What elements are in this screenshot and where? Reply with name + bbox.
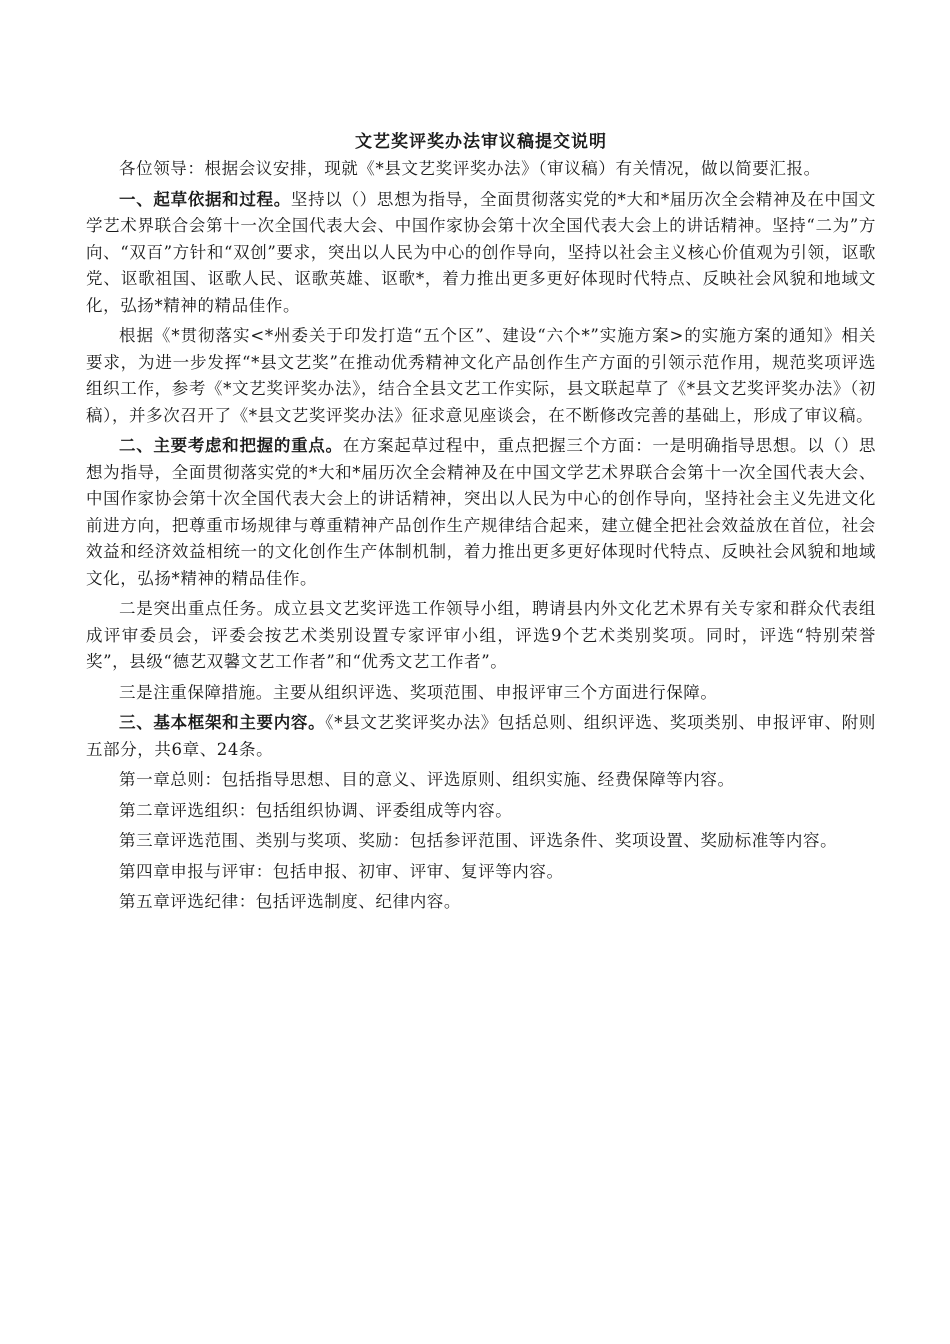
paragraph-section-2 <box>86 433 876 592</box>
section-heading: 二、主要考虑和把握的重点。 <box>119 436 343 455</box>
paragraph-section-3 <box>86 710 876 763</box>
paragraph-text: 在方案起草过程中，重点把握三个方面：一是明确指导思想。以（）思想为指导，全面贯彻落实党的*大和*届历次全会精神及在中国文学艺术界联合会第十一次全国代表大会、中国作家协会第十次全国代表大会上的讲话精神，突出以人民为中心的创作导向，坚持社会主义先进文化前进方向，把尊重市场规律与尊重精神产品创作生产规律结合起来，建立健全把社会效益放在首位，社会效益和经济效益相统一的文化创作生产体制机制，着力推出更多更好体现时代特点、反映社会风貌和地域文化，弘扬*精神的精品佳作。 <box>86 436 876 588</box>
paragraph-safeguards <box>86 680 876 707</box>
paragraph-text: 根据《*贯彻落实<*州委关于印发打造“五个区”、建设“六个*”实施方案>的实施方案的通知》相关要求，为进一步发挥“*县文艺奖”在推动优秀精神文化产品创作生产方面的引领示范作用，规范奖项评选组织工作，参考《*文艺奖评奖办法》，结合全县文艺工作实际，县文联起草了《*县文艺奖评奖办法》（初稿），并多次召开了《*县文艺奖评奖办法》征求意见座谈会，在不断修改完善的基础上，形成了审议稿。 <box>86 326 876 425</box>
paragraph-text: 三是注重保障措施。主要从组织评选、奖项范围、申报评审三个方面进行保障。 <box>119 682 718 702</box>
paragraph-text: 坚持以（）思想为指导，全面贯彻落实党的*大和*届历次全会精神及在中国文学艺术界联合会第十一次全国代表大会、中国作家协会第十次全国代表大会上的讲话精神。坚持“二为”方向、“双百”方针和“双创”要求，突出以人民为中心的创作导向，坚持以社会主义核心价值观为引领，讴歌党、讴歌祖国、讴歌人民、讴歌英雄、讴歌*，着力推出更多更好体现时代特点、反映社会风貌和地域文化，弘扬*精神的精品佳作。 <box>86 189 877 315</box>
paragraph-greeting <box>86 156 876 183</box>
paragraph-basis <box>86 323 876 429</box>
paragraph-text: 第二章评选组织：包括组织协调、评委组成等内容。 <box>119 800 513 820</box>
paragraph-text: 二是突出重点任务。成立县文艺奖评选工作领导小组，聘请县内外文化艺术界有关专家和群众代表组成评审委员会，评委会按艺术类别设置专家评审小组，评选9个艺术类别奖项。同时，评选“特别荣誉奖”，县级“德艺双馨文艺工作者”和“优秀文艺工作者”。 <box>86 599 876 671</box>
paragraph-chapter-3 <box>86 828 876 855</box>
paragraph-text: 第四章申报与评审：包括申报、初审、评审、复评等内容。 <box>119 861 564 881</box>
paragraph-chapter-2 <box>86 798 876 825</box>
paragraph-text: 第三章评选范围、类别与奖项、奖励：包括参评范围、评选条件、奖项设置、奖励标准等内容。 <box>119 831 838 850</box>
section-heading: 一、起草依据和过程。 <box>119 189 291 209</box>
document-page <box>86 128 876 920</box>
paragraph-chapter-1 <box>86 767 876 794</box>
section-heading: 三、基本框架和主要内容。 <box>119 713 326 732</box>
paragraph-text: 《*县文艺奖评奖办法》包括总则、组织评选、奖项类别、申报评审、附则五部分，共6章、24条。 <box>86 713 876 759</box>
paragraph-chapter-4 <box>86 859 876 886</box>
paragraph-text: 各位领导：根据会议安排，现就《*县文艺奖评奖办法》（审议稿）有关情况，做以简要汇报。 <box>119 159 821 178</box>
paragraph-key-tasks <box>86 596 876 676</box>
paragraph-chapter-5 <box>86 889 876 916</box>
paragraph-section-1 <box>86 187 876 320</box>
document-title: 文艺奖评奖办法审议稿提交说明 <box>355 132 607 152</box>
paragraph-text: 第五章评选纪律：包括评选制度、纪律内容。 <box>119 892 461 911</box>
paragraph-text: 第一章总则：包括指导思想、目的意义、评选原则、组织实施、经费保障等内容。 <box>119 770 735 789</box>
